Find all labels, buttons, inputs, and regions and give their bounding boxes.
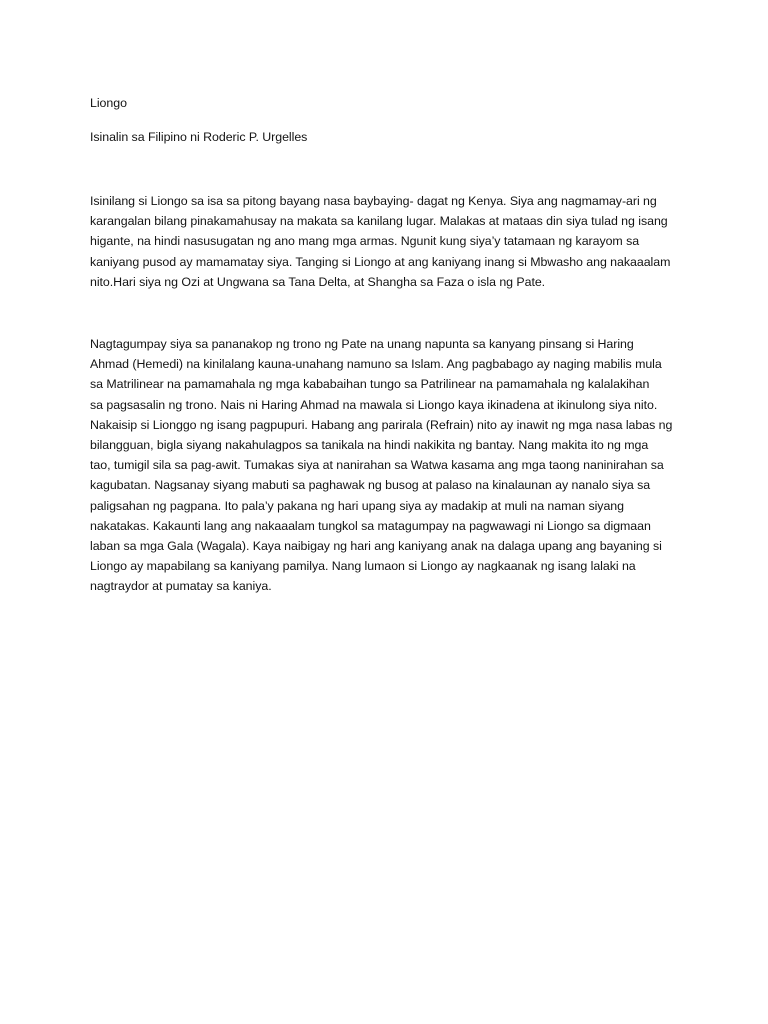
paragraph-line: sa Matrilinear na pamamahala ng mga kababaihan tungo sa Patrilinear na pamamahala ng kalalakihan: [90, 377, 650, 392]
paragraph-line: paligsahan ng pagpana. Ito pala’y pakana ng hari upang siya ay madakip at muli na naman siyang: [90, 498, 624, 513]
paragraph-line: Isinilang si Liongo sa isa sa pitong bayang nasa baybaying- dagat ng Kenya. Siya ang nagmamay-ari ng: [90, 194, 657, 208]
paragraph-line: nakatakas. Kakaunti lang ang nakaaalam tungkol sa matagumpay na pagwawagi ni Liongo sa digmaan: [90, 518, 651, 533]
paragraph-line: Liongo ay mapabilang sa kaniyang pamilya. Nang lumaon si Liongo ay nagkaanak ng isang lalaki na: [90, 559, 636, 574]
paragraph-line: karangalan bilang pinakamahusay na makata sa kanilang lugar. Malakas at mataas din siya tulad ng isang: [90, 214, 668, 229]
paragraph-line: tao, tumigil sila sa pag-awit. Tumakas siya at nanirahan sa Watwa kasama ang mga taong naninirahan sa: [90, 458, 664, 473]
paragraph-line: laban sa mga Gala (Wagala). Kaya naibigay ng hari ang kaniyang anak na dalaga upang ang bayaning si: [90, 538, 662, 553]
paragraph-line: Nakaisip si Lionggo ng isang pagpupuri. Habang ang parirala (Refrain) nito ay inawit ng mga nasa labas ng: [90, 417, 673, 432]
paragraph-2: [90, 334, 690, 596]
document-subtitle: Isinalin sa Filipino ni Roderic P. Urgelles: [90, 130, 308, 144]
paragraph-line: bilangguan, bigla siyang nakahulagpos sa tanikala na hindi nakikita ng bantay. Nang makita ito ng mga: [90, 437, 649, 452]
paragraph-line: sa pagsasalin ng trono. Nais ni Haring Ahmad na mawala si Liongo kaya ikinadena at ikinulong siya nito.: [90, 397, 658, 412]
paragraph-line: nagtraydor at pumatay sa kaniya.: [90, 579, 272, 594]
paragraph-line: kaniyang pusod ay mamamatay siya. Tanging si Liongo at ang kaniyang inang si Mbwasho ang nakaaalam: [90, 254, 671, 269]
paragraph-line: kagubatan. Nagsanay siyang mabuti sa paghawak ng busog at palaso na kinalaunan ay nanalo siya sa: [90, 478, 651, 493]
paragraph-line: higante, na hindi nasusugatan ng ano mang mga armas. Ngunit kung siya’y tatamaan ng karayom sa: [90, 234, 640, 249]
paragraph-1: [90, 191, 690, 292]
document-title: Liongo: [90, 96, 127, 110]
paragraph-line: Ahmad (Hemedi) na kinilalang kauna-unahang namuno sa Islam. Ang pagbabago ay naging mabilis mula: [90, 357, 662, 372]
paragraph-line: nito.Hari siya ng Ozi at Ungwana sa Tana Delta, at Shangha sa Faza o isla ng Pate.: [90, 274, 546, 289]
paragraph-line: Nagtagumpay siya sa pananakop ng trono ng Pate na unang napunta sa kanyang pinsang si Haring: [90, 337, 634, 351]
